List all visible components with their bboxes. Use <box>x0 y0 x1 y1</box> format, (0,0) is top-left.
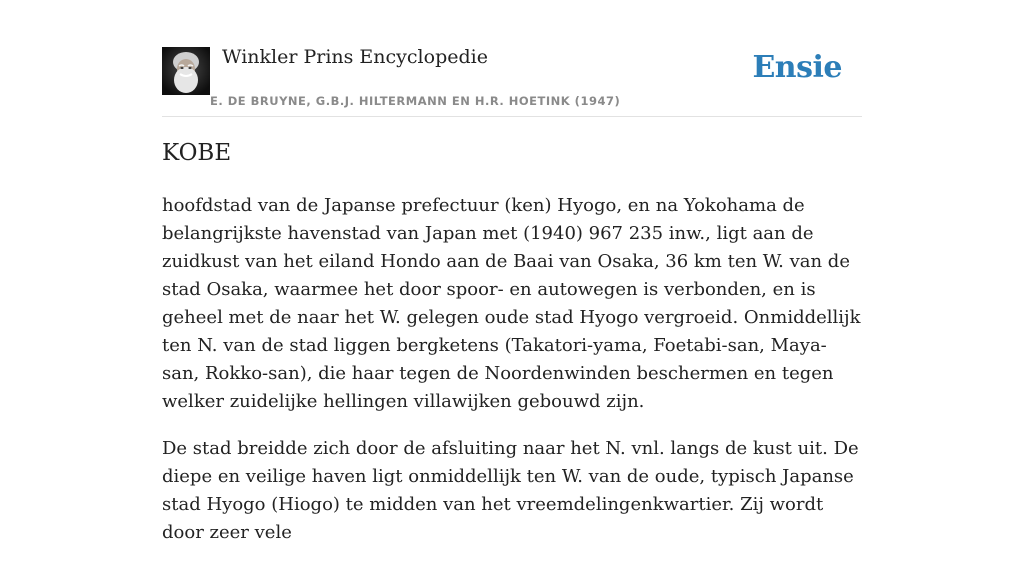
authors-byline: E. DE BRUYNE, G.B.J. HILTERMANN EN H.R. HOETINK (1947) <box>210 94 621 108</box>
author-avatar-icon[interactable] <box>162 47 210 95</box>
article-paragraph: De stad breidde zich door de afsluiting naar het N. vnl. langs de kust uit. De diepe en veilige haven ligt onmiddellijk ten W. van de oude, typisch Japanse stad Hyogo (Hiogo) te midden van het vreemdelingenkwartier. Zij wordt door zeer vele <box>162 438 859 543</box>
article-title: KOBE <box>162 140 232 166</box>
site-title[interactable]: Winkler Prins Encyclopedie <box>222 46 488 68</box>
ensie-logo[interactable]: Ensie <box>752 50 842 85</box>
article-paragraph: hoofdstad van de Japanse prefectuur (ken) Hyogo, en na Yokohama de belangrijkste havenstad van Japan met (1940) 967 235 inw., ligt aan de zuidkust van het eiland Hondo aan de Baai van Osaka, 36 km ten W. van de stad Osaka, waarmee het door spoor- en autowegen is verbonden, en is geheel met de naar het W. gelegen oude stad Hyogo vergroeid. Onmiddellijk ten N. van de stad liggen bergketens (Takatori-yama, Foetabi-san, Maya-san, Rokko-san), die haar tegen de Noordenwinden beschermen en tegen welker zuidelijke hellingen villawijken gebouwd zijn. <box>162 195 861 412</box>
header <box>162 40 862 117</box>
article-body <box>162 192 862 566</box>
